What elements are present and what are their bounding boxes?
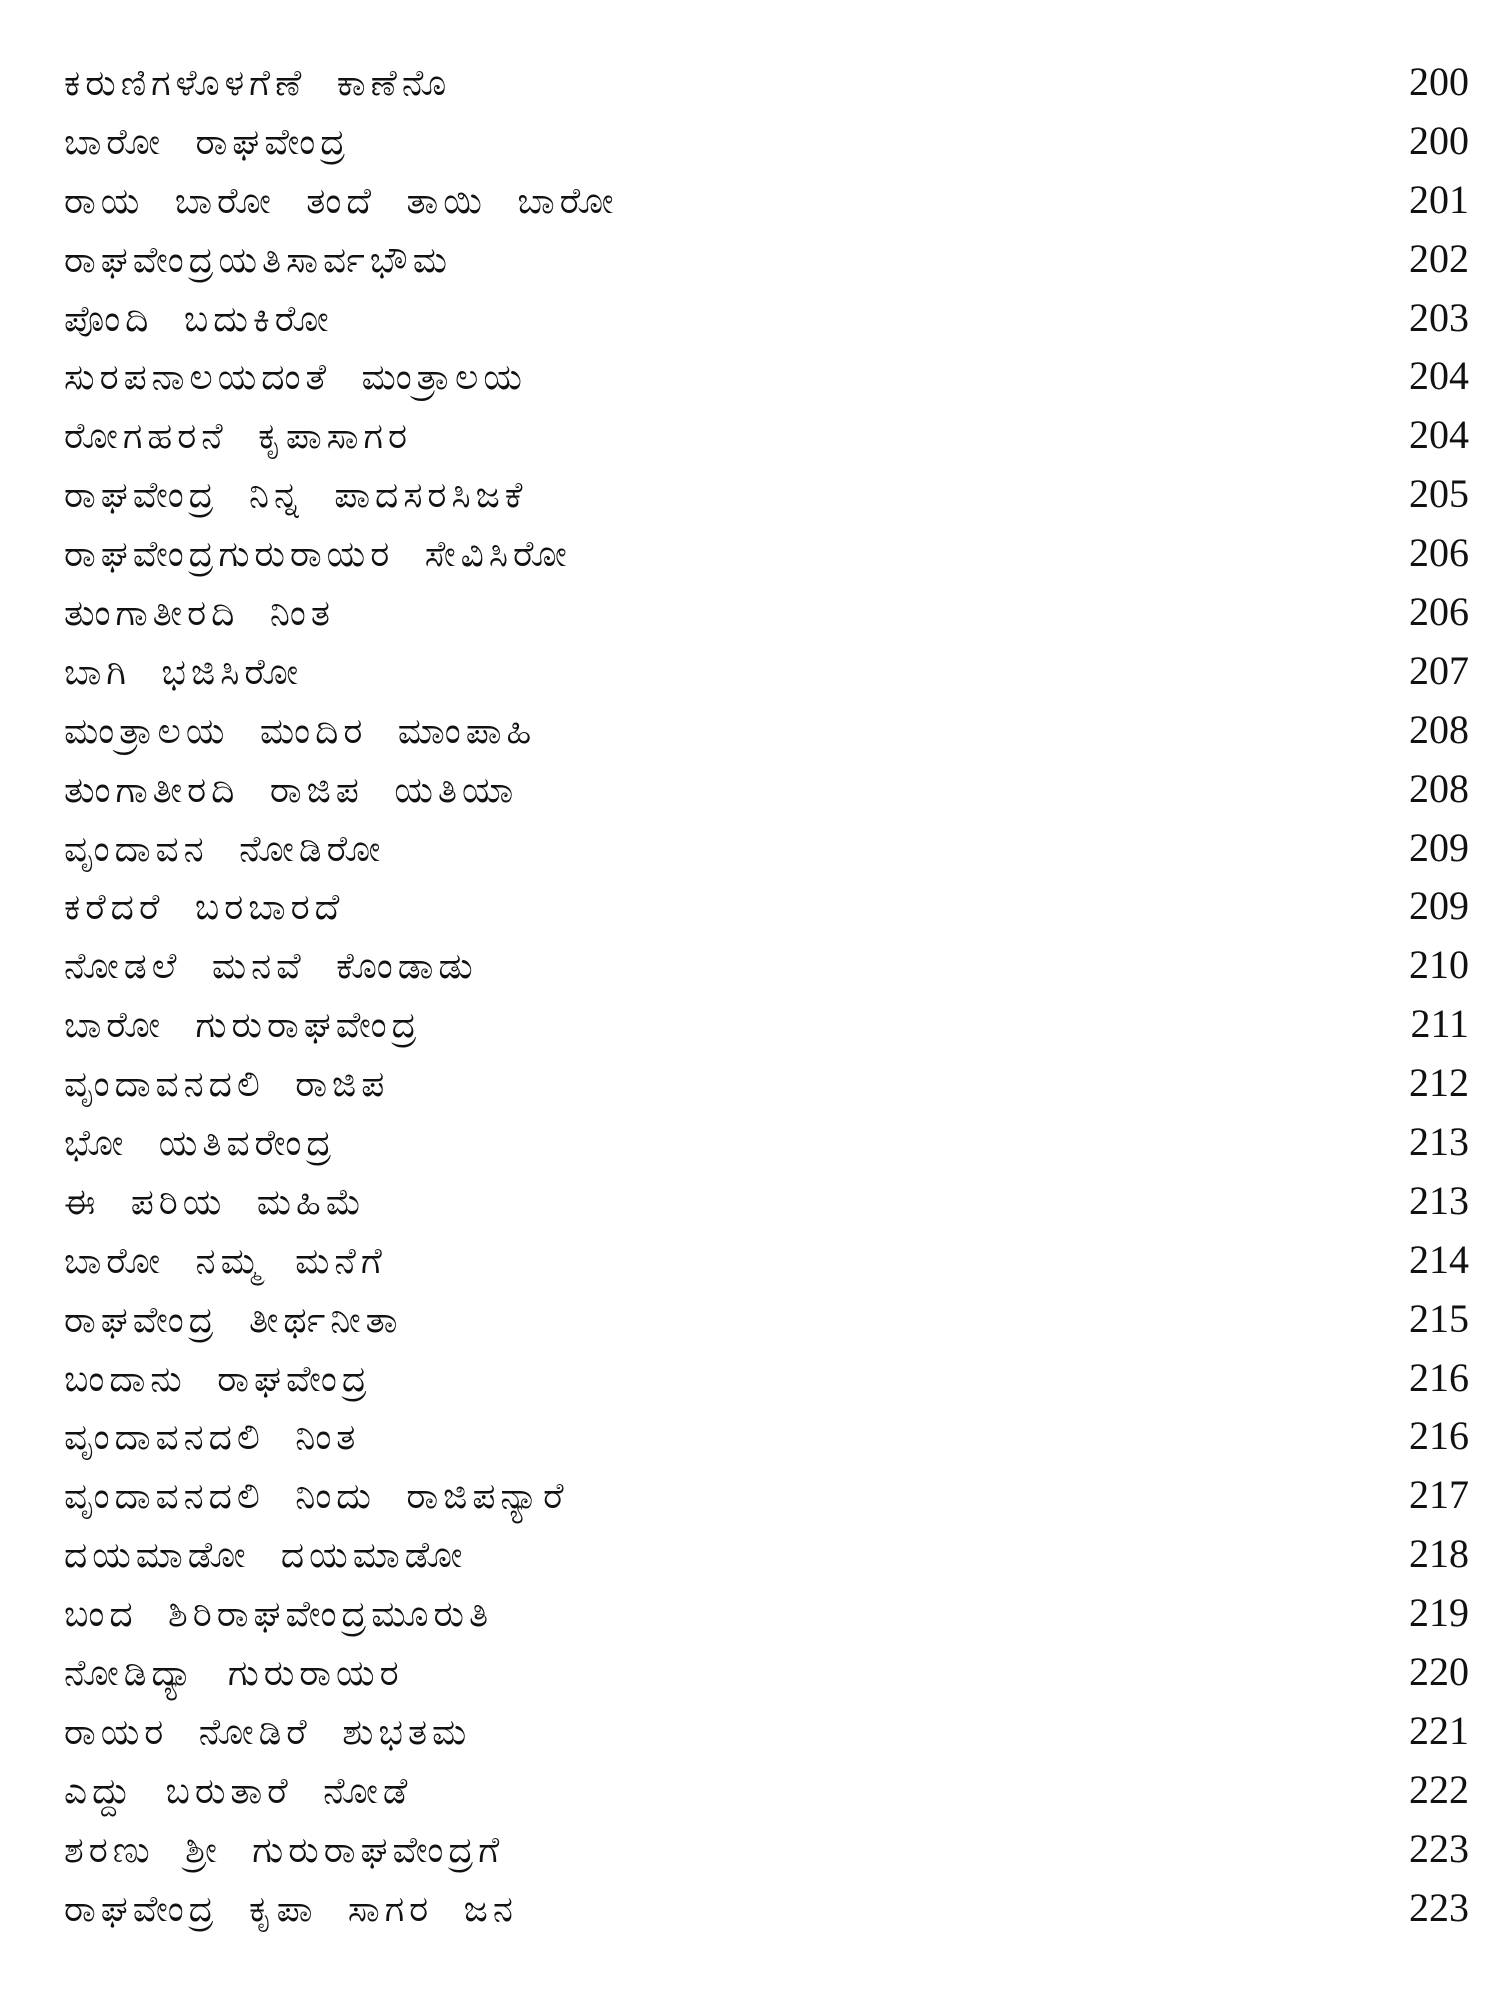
- toc-entry-page-number: 214: [1409, 1236, 1469, 1282]
- toc-entry: [64, 117, 1469, 176]
- toc-entry: [64, 1825, 1469, 1884]
- toc-entry-title: ಬಾರೋ ನಮ್ಮ ಮನೆಗೆ: [64, 1240, 387, 1282]
- toc-entry: [64, 1648, 1469, 1707]
- toc-entry-title: ರಾಘವೇಂದ್ರ ಕೃಪಾ ಸಾಗರ ಜನ: [64, 1888, 518, 1930]
- toc-entry-title: ವೃಂದಾವನದಲಿ ನಿಂತ: [64, 1417, 361, 1459]
- toc-entry-title: ಪೊಂದಿ ಬದುಕಿರೋ: [64, 298, 334, 340]
- toc-entry-page-number: 208: [1409, 765, 1469, 811]
- toc-entry: [64, 235, 1469, 294]
- toc-entry-page-number: 205: [1409, 471, 1469, 517]
- toc-entry-page-number: 209: [1409, 883, 1469, 929]
- toc-entry-title: ಬಾಗಿ ಭಜಿಸಿರೋ: [64, 651, 304, 693]
- toc-entry: [64, 1118, 1469, 1177]
- toc-entry-title: ಕರುಣಿಗಳೊಳಗೆಣೆ ಕಾಣೆನೊ: [64, 63, 452, 104]
- toc-entry-title: ರಾಘವೇಂದ್ರಯತಿಸಾರ್ವಭೌಮ: [64, 239, 452, 281]
- toc-entry-title: ಶರಣು ಶ್ರೀ ಗುರುರಾಘವೇಂದ್ರಗೆ: [64, 1829, 505, 1871]
- toc-entry-page-number: 217: [1409, 1472, 1469, 1518]
- toc-entry-title: ನೋಡಲೆ ಮನವೆ ಕೊಂಡಾಡು: [64, 946, 478, 988]
- toc-entry-page-number: 213: [1409, 1177, 1469, 1223]
- toc-entry: [64, 882, 1469, 941]
- toc-entry: [64, 941, 1469, 1000]
- toc-entry: [64, 1059, 1469, 1118]
- toc-entry: [64, 1177, 1469, 1236]
- toc-entry-title: ಬಂದಾನು ರಾಘವೇಂದ್ರ: [64, 1358, 372, 1400]
- toc-entry: [64, 765, 1469, 824]
- toc-entry-page-number: 201: [1409, 176, 1469, 222]
- toc-entry-title: ರಾಘವೇಂದ್ರ ನಿನ್ನ ಪಾದಸರಸಿಜಕೆ: [64, 475, 528, 517]
- toc-entry-title: ವೃಂದಾವನದಲಿ ರಾಜಿಪ: [64, 1064, 390, 1106]
- toc-entry-title: ರಾಘವೇಂದ್ರ ತೀರ್ಥನೀತಾ: [64, 1299, 403, 1341]
- toc-entry-page-number: 223: [1409, 1884, 1469, 1930]
- toc-entry-page-number: 208: [1409, 706, 1469, 752]
- toc-entry-title: ದಯಮಾಡೋ ದಯಮಾಡೋ: [64, 1535, 468, 1577]
- toc-entry-title: ರೋಗಹರನೆ ಕೃಪಾಸಾಗರ: [64, 416, 413, 458]
- toc-entry-page-number: 223: [1409, 1825, 1469, 1871]
- toc-entry: [64, 1412, 1469, 1471]
- toc-entry-title: ಸುರಪನಾಲಯದಂತೆ ಮಂತ್ರಾಲಯ: [64, 357, 527, 399]
- toc-entry-page-number: 204: [1409, 353, 1469, 399]
- toc-entry-title: ನೋಡಿದ್ಯಾ ಗುರುರಾಯರ: [64, 1653, 404, 1695]
- toc-entry: [64, 411, 1469, 470]
- toc-entry: [64, 706, 1469, 765]
- toc-entry-page-number: 206: [1409, 530, 1469, 576]
- toc-entry-title: ಬಾರೋ ಗುರುರಾಘವೇಂದ್ರ: [64, 1005, 422, 1047]
- toc-entry-title: ತುಂಗಾತೀರದಿ ನಿಂತ: [64, 593, 335, 635]
- toc-entry: [64, 176, 1469, 235]
- toc-entry-title: ಬಾರೋ ರಾಘವೇಂದ್ರ: [64, 121, 351, 163]
- toc-entry-page-number: 210: [1409, 942, 1469, 988]
- toc-entry-page-number: 206: [1409, 589, 1469, 635]
- toc-entry: [64, 294, 1469, 353]
- toc-entry: [64, 1884, 1469, 1943]
- toc-entry-page-number: 221: [1409, 1707, 1469, 1753]
- toc-entry: [64, 529, 1469, 588]
- toc-entry: [64, 58, 1469, 117]
- toc-entry-title: ರಾಯರ ನೋಡಿರೆ ಶುಭತಮ: [64, 1711, 472, 1753]
- toc-entry-page-number: 200: [1409, 59, 1469, 104]
- toc-entry: [64, 588, 1469, 647]
- toc-entry-page-number: 222: [1409, 1766, 1469, 1812]
- toc-entry: [64, 1766, 1469, 1825]
- toc-entry: [64, 352, 1469, 411]
- toc-entry: [64, 1530, 1469, 1589]
- toc-entry-title: ವೃಂದಾವನ ನೋಡಿರೋ: [64, 828, 386, 870]
- toc-entry-title: ಕರೆದರೆ ಬರಬಾರದೆ: [64, 887, 345, 929]
- toc-entry: [64, 647, 1469, 706]
- toc-entry-page-number: 207: [1409, 647, 1469, 693]
- toc-entry-page-number: 204: [1409, 412, 1469, 458]
- toc-entry-page-number: 200: [1409, 117, 1469, 163]
- table-of-contents: [64, 58, 1469, 1943]
- toc-entry-page-number: 216: [1409, 1413, 1469, 1459]
- toc-entry-page-number: 216: [1409, 1354, 1469, 1400]
- toc-entry-page-number: 220: [1409, 1649, 1469, 1695]
- toc-entry-title: ವೃಂದಾವನದಲಿ ನಿಂದು ರಾಜಿಪನ್ಯಾರೆ: [64, 1476, 569, 1518]
- toc-entry-page-number: 202: [1409, 235, 1469, 281]
- toc-entry-page-number: 211: [1410, 1001, 1469, 1047]
- toc-entry: [64, 1295, 1469, 1354]
- toc-entry-title: ಮಂತ್ರಾಲಯ ಮಂದಿರ ಮಾಂಪಾಹಿ: [64, 710, 537, 752]
- toc-entry: [64, 824, 1469, 883]
- toc-entry-page-number: 215: [1409, 1295, 1469, 1341]
- toc-entry-page-number: 213: [1409, 1119, 1469, 1165]
- toc-entry: [64, 1236, 1469, 1295]
- toc-entry: [64, 1000, 1469, 1059]
- toc-entry-page-number: 203: [1409, 294, 1469, 340]
- toc-entry-title: ಭೋ ಯತಿವರೇಂದ್ರ: [64, 1123, 337, 1165]
- toc-entry-page-number: 219: [1409, 1590, 1469, 1636]
- toc-entry-title: ತುಂಗಾತೀರದಿ ರಾಜಿಪ ಯತಿಯಾ: [64, 769, 519, 811]
- toc-entry: [64, 470, 1469, 529]
- toc-entry-page-number: 218: [1409, 1531, 1469, 1577]
- toc-entry-page-number: 209: [1409, 824, 1469, 870]
- toc-entry-title: ರಾಘವೇಂದ್ರಗುರುರಾಯರ ಸೇವಿಸಿರೋ: [64, 534, 572, 576]
- toc-entry: [64, 1589, 1469, 1648]
- toc-entry-title: ಈ ಪರಿಯ ಮಹಿಮೆ: [64, 1181, 367, 1223]
- toc-entry: [64, 1707, 1469, 1766]
- toc-entry-title: ಎದ್ದು ಬರುತಾರೆ ನೋಡೆ: [64, 1770, 413, 1812]
- toc-entry: [64, 1354, 1469, 1413]
- toc-entry-page-number: 212: [1409, 1060, 1469, 1106]
- toc-entry-title: ಬಂದ ಶಿರಿರಾಘವೇಂದ್ರಮೂರುತಿ: [64, 1594, 494, 1636]
- toc-entry: [64, 1471, 1469, 1530]
- toc-entry-title: ರಾಯ ಬಾರೋ ತಂದೆ ತಾಯಿ ಬಾರೋ: [64, 180, 619, 222]
